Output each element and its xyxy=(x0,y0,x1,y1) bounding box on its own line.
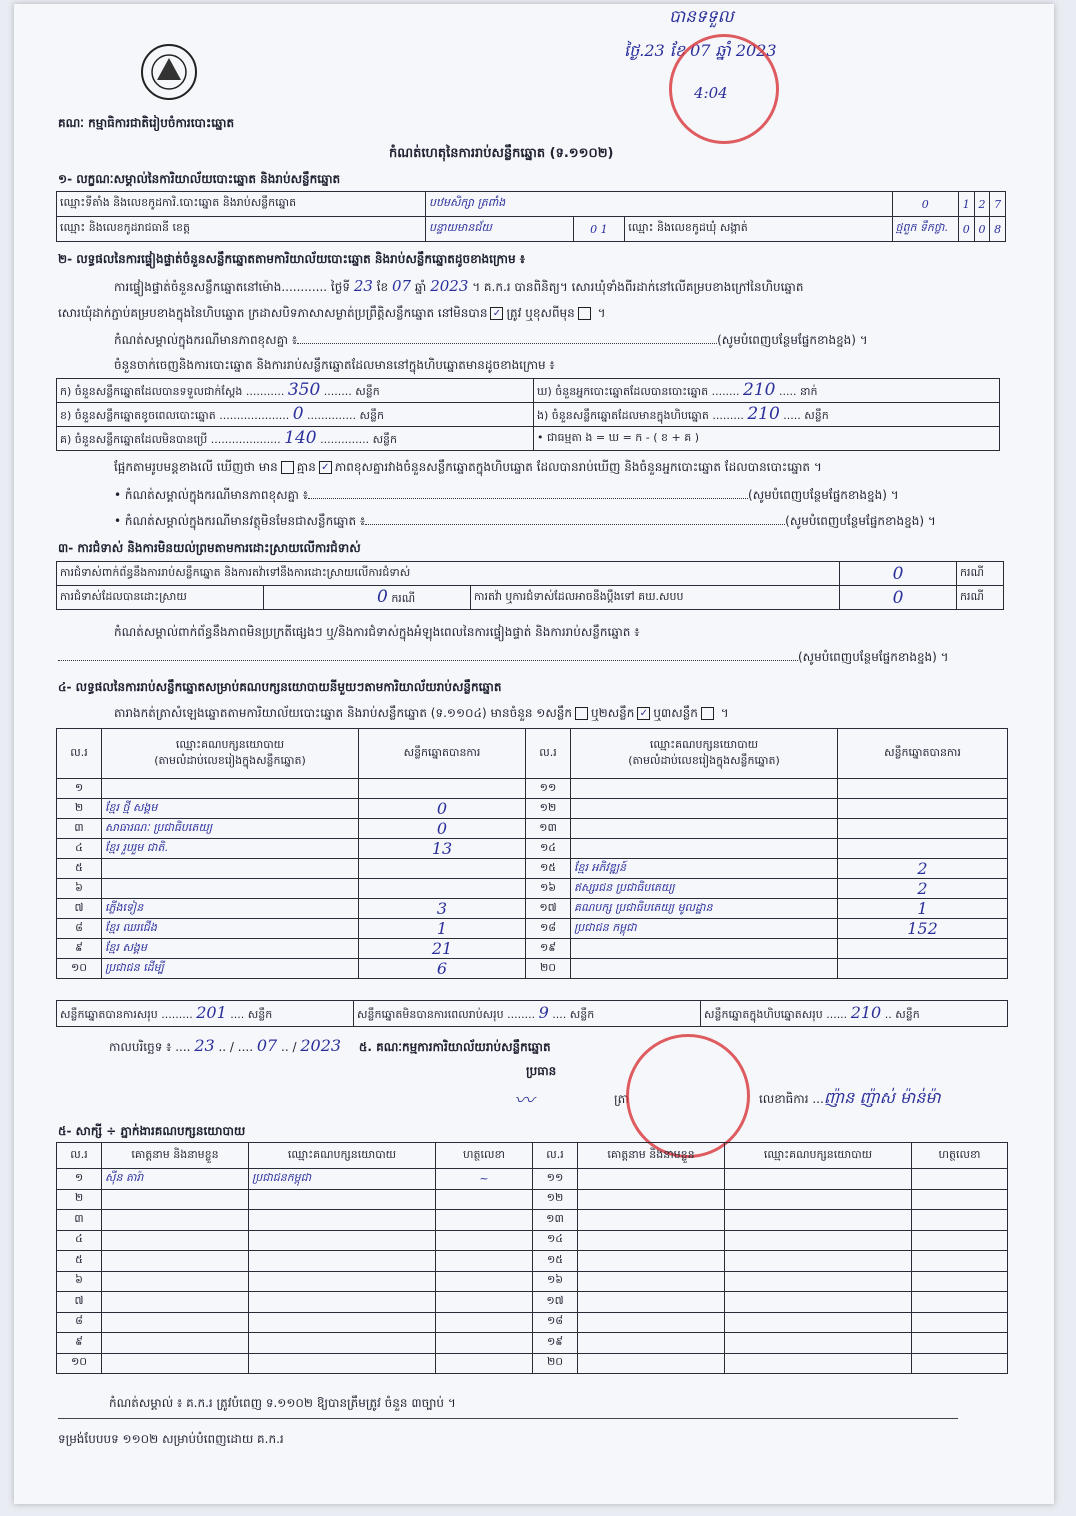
footer-form-id: ទម្រង់បែបបទ ១១០២ សម្រាប់បំពេញដោយ គ.ក.រ xyxy=(58,1432,284,1446)
witness-cell: ៥ xyxy=(57,1251,102,1272)
witness-cell xyxy=(912,1333,1008,1354)
lock-line: សោរឃុំដាក់ភ្ជាប់គម្របខាងក្នុងនៃហិបឆ្នោត ក្រដាសបិទភាសាសម្ងាត់ប្រព្រឹត្តិសន្លឹកឆ្នោត នៅមិនបាន ✓ ត្រូវ ឬខុសពីមុន ។ xyxy=(58,306,606,320)
witness-cell: ប្រជាជនកម្ពុជា xyxy=(249,1169,436,1190)
province-code: 0 1 xyxy=(573,217,625,242)
result-cell: ឥស្សរជន ប្រជាធិបតេយ្យ xyxy=(571,879,838,899)
result-cell xyxy=(838,779,1008,799)
result-cell: 3 xyxy=(359,899,526,919)
result-cell: ប្រជាជន កម្ពុជា xyxy=(571,919,838,939)
witness-cell: ៣ xyxy=(57,1210,102,1231)
result-cell: ខ្មែរ ឈរជើង xyxy=(102,919,359,939)
chair-label: ប្រធាន xyxy=(526,1064,557,1078)
two-sheet-checkbox[interactable]: ✓ xyxy=(637,707,650,720)
difference-check-line: ផ្អែកតាមរូបមន្តខាងលើ ឃើញថា មាន គ្មាន ✓ ភាពខុសគ្នារវាងចំនួនសន្លឹកឆ្នោតក្នុងហិបឆ្នោត ដែលបានរាប់ឃើញ និងចំនួនអ្នកបោះឆ្នោត ដែលបានបោះឆ្នោត ។ xyxy=(114,460,822,474)
witness-cell xyxy=(578,1210,725,1231)
code-digit: 2 xyxy=(974,192,990,217)
witness-cell: ១៥ xyxy=(533,1251,578,1272)
witness-cell xyxy=(436,1333,533,1354)
chair-signature: 〰 xyxy=(514,1088,534,1112)
witness-cell: ២ xyxy=(57,1189,102,1210)
result-row xyxy=(57,859,1008,879)
witness-cell xyxy=(249,1292,436,1313)
witness-cell: ១៧ xyxy=(533,1292,578,1313)
result-cell xyxy=(571,839,838,859)
witness-cell xyxy=(578,1189,725,1210)
witness-row xyxy=(57,1230,1008,1251)
witness-cell: ១៨ xyxy=(533,1312,578,1333)
form-title: កំណត់ហេតុនៃការរាប់សន្លឹកឆ្នោត (ទ.១១០២) xyxy=(389,146,614,161)
code-digit: 1 xyxy=(958,192,974,217)
different-checkbox[interactable] xyxy=(578,307,591,320)
date-line: កាលបរិច្ឆេទ ៖ .... 23 .. / .... 07 .. / 2023 ៥. គណៈកម្មការការិយាល័យរាប់សន្លឹកឆ្នោត xyxy=(109,1036,551,1055)
diff-note-3: • កំណត់សម្គាល់ក្នុងករណីមានវត្ថុមិនមែនជាសន្លឹកឆ្នោត ៖ (សូមបំពេញបន្ថែមផ្នែកខាងខ្នង) ។ xyxy=(114,514,936,528)
result-cell: ប្រជាជន ដើម្បី xyxy=(102,959,359,979)
result-cell: ១៧ xyxy=(526,899,571,919)
result-cell xyxy=(838,939,1008,959)
witness-cell xyxy=(249,1353,436,1374)
section3-heading: ៣- ការជំទាស់ និងការមិនយល់ព្រមតាមការដោះស្រាយលើការជំទាស់ xyxy=(58,541,361,555)
official-stamp xyxy=(626,1034,750,1158)
result-cell xyxy=(838,959,1008,979)
result-cell xyxy=(571,799,838,819)
witness-cell xyxy=(725,1169,912,1190)
diff-note-2: • កំណត់សម្គាល់ក្នុងករណីមានភាពខុសគ្នា ៖ (សូមបំពេញបន្ថែមផ្នែកខាងខ្នង) ។ xyxy=(114,488,899,502)
footer-divider xyxy=(58,1418,958,1419)
result-row xyxy=(57,939,1008,959)
appeal-count: 0 xyxy=(840,586,957,610)
result-cell: 2 xyxy=(838,859,1008,879)
result-cell: ៩ xyxy=(57,939,102,959)
result-cell: ១៨ xyxy=(526,919,571,939)
result-cell: 152 xyxy=(838,919,1008,939)
code-digit: 0 xyxy=(974,217,990,242)
three-sheet-checkbox[interactable] xyxy=(701,707,714,720)
result-cell xyxy=(102,879,359,899)
witness-row xyxy=(57,1169,1008,1190)
counts-intro: ចំនួនចាក់ចេញនិងការបោះឆ្នោត និងការរាប់សន្លឹកឆ្នោតដែលមាននៅក្នុងហិបឆ្នោតមានដូចខាងក្រោម ៖ xyxy=(114,358,555,372)
result-cell: 6 xyxy=(359,959,526,979)
witness-row xyxy=(57,1271,1008,1292)
section1-heading: ១- លក្ខណៈសម្គាល់នៃការិយាល័យបោះឆ្នោត និងរាប់សន្លឹកឆ្នោត xyxy=(58,172,341,186)
witness-row xyxy=(57,1292,1008,1313)
result-row xyxy=(57,899,1008,919)
witness-cell xyxy=(249,1189,436,1210)
result-cell: ២០ xyxy=(526,959,571,979)
location-label: ឈ្មោះទីតាំង និងលេខកូដការិ.បោះឆ្នោត និងរាប់សន្លឹកឆ្នោត xyxy=(57,192,426,217)
result-cell: 1 xyxy=(359,919,526,939)
witness-cell: ១១ xyxy=(533,1169,578,1190)
witness-row xyxy=(57,1353,1008,1374)
result-cell: ៤ xyxy=(57,839,102,859)
witness-cell xyxy=(725,1271,912,1292)
witness-cell: ១៤ xyxy=(533,1230,578,1251)
secretary-label: លេខាធិការ ...ញ៉ាន ញ៉ាស់ ម៉ាន់ម៉ា xyxy=(759,1088,941,1107)
witness-cell xyxy=(249,1230,436,1251)
result-cell: ១៤ xyxy=(526,839,571,859)
results-table: ល.រ ឈ្មោះគណបក្សនយោបាយ (តាមលំដាប់លេខរៀងក្នុងសន្លឹកឆ្នោត) សន្លឹកឆ្នោតបានការ ល.រ ឈ្មោះគណបក្សនយោបាយ (តាមលំដាប់លេខរៀងក្នុងសន្លឹកឆ្នោត) សន្លឹកឆ្នោតបានការ ១ ១១ ២ ខ្មែរ ថ្មី សង្គម 0 ១២ ៣ សាធារណៈ ប្រជាធិបតេយ្យ 0 ១៣ ៤ ខ្មែរ រួបរួម ជាតិ. 13 ១៤ ៥ ១៥ ខ្មែរ អភិវឌ្ឍន៍ 2 ៦ ១៦ ឥស្សរជន ប្រជាធិបតេយ្យ 2 ៧ ភ្លើងទៀន 3 ១៧ គណបក្ស ប្រជាធិបតេយ្យ មូលដ្ឋាន 1 ៨ ខ្មែរ ឈរជើង 1 ១៨ ប្រជាជន កម្ពុជា 152 ៩ ខ្មែរ សង្គម 21 ១៩ ១០ ប្រជាជន ដើម្បី 6 ២០ xyxy=(56,728,1008,979)
witness-cell xyxy=(249,1210,436,1231)
witness-cell: ៩ xyxy=(57,1333,102,1354)
result-cell: ១ xyxy=(57,779,102,799)
appeal-label: ការតវ៉ា ឬការជំទាស់ដែលអាចនឹងប្តឹងទៅ គឃ.សបប xyxy=(471,586,840,610)
result-cell: ១៩ xyxy=(526,939,571,959)
witness-cell xyxy=(102,1271,249,1292)
witness-cell xyxy=(578,1251,725,1272)
witness-row xyxy=(57,1210,1008,1231)
irregularity-note: កំណត់សម្គាល់ពាក់ព័ន្ធនឹងភាពមិនប្រក្រតីផ្សេងៗ ឬ/និងការជំទាស់ក្នុងអំឡុងពេលនៃការផ្ទៀងផ្ទាត់ និងការរាប់សន្លឹកឆ្នោត ៖ xyxy=(114,625,640,639)
witness-cell: ១៣ xyxy=(533,1210,578,1231)
result-cell: ៥ xyxy=(57,859,102,879)
witness-cell xyxy=(912,1189,1008,1210)
witness-cell xyxy=(578,1230,725,1251)
code-digit: 7 xyxy=(990,192,1006,217)
witness-cell xyxy=(578,1292,725,1313)
witness-cell: ១២ xyxy=(533,1189,578,1210)
witness-cell: ~ xyxy=(436,1169,533,1190)
commune-label: ឈ្មោះ និងលេខកូដឃុំ សង្កាត់ xyxy=(625,217,892,242)
has-diff-checkbox[interactable] xyxy=(281,461,294,474)
witness-cell xyxy=(578,1353,725,1374)
witness-cell: ១៦ xyxy=(533,1271,578,1292)
result-cell: 0 xyxy=(359,799,526,819)
emblem-icon xyxy=(139,42,199,102)
witness-cell: ១ xyxy=(57,1169,102,1190)
result-row xyxy=(57,959,1008,979)
result-cell: គណបក្ស ប្រជាធិបតេយ្យ មូលដ្ឋាន xyxy=(571,899,838,919)
witness-cell xyxy=(102,1333,249,1354)
org-name: គណៈ កម្មាធិការជាតិរៀបចំការបោះឆ្នោត xyxy=(58,116,235,130)
witness-cell: ១៩ xyxy=(533,1333,578,1354)
result-cell: ៦ xyxy=(57,879,102,899)
result-cell: ១១ xyxy=(526,779,571,799)
witness-cell xyxy=(578,1312,725,1333)
result-cell: ខ្មែរ អភិវឌ្ឍន៍ xyxy=(571,859,838,879)
section2-heading: ២- លទ្ធផលនៃការផ្ទៀងផ្ទាត់ចំនួនសន្លឹកឆ្នោតតាមការិយាល័យបោះឆ្នោត និងរាប់សន្លឹកឆ្នោតដូចខាងក្រោម ៖ xyxy=(58,252,526,266)
witness-cell xyxy=(249,1271,436,1292)
result-cell: ខ្មែរ រួបរួម ជាតិ. xyxy=(102,839,359,859)
result-cell xyxy=(571,819,838,839)
irregularity-fill: (សូមបំពេញបន្ថែមផ្នែកខាងខ្នង) ។ xyxy=(58,650,1004,665)
witness-cell xyxy=(102,1251,249,1272)
result-cell xyxy=(359,779,526,799)
witness-cell xyxy=(102,1230,249,1251)
result-cell: ១០ xyxy=(57,959,102,979)
witness-cell xyxy=(912,1353,1008,1374)
result-cell xyxy=(838,819,1008,839)
section1-table xyxy=(56,191,1006,242)
one-sheet-checkbox[interactable] xyxy=(575,707,588,720)
received-time: 4:04 xyxy=(694,84,728,102)
witness-row xyxy=(57,1312,1008,1333)
footer-note: កំណត់សម្គាល់ ៖ គ.ក.រ ត្រូវបំពេញ ទ.១១០២ ឱ្យបានត្រឹមត្រូវ ចំនួន ៣ច្បាប់ ។ xyxy=(109,1396,456,1410)
witness-cell: ៤ xyxy=(57,1230,102,1251)
witness-cell: ស៊ីន តារ៉ា xyxy=(102,1169,249,1190)
witness-cell xyxy=(436,1189,533,1210)
complaint-count: 0 xyxy=(840,562,957,586)
witness-cell xyxy=(436,1271,533,1292)
result-cell xyxy=(571,939,838,959)
witness-cell xyxy=(912,1251,1008,1272)
witness-cell xyxy=(912,1210,1008,1231)
result-row xyxy=(57,779,1008,799)
result-cell xyxy=(571,959,838,979)
witness-cell xyxy=(725,1189,912,1210)
code-digit: 0 xyxy=(958,217,974,242)
commune-value: ថ្មពួក ទឹកថ្លា. xyxy=(892,217,958,242)
witness-table: ល.រ គោត្តនាម និងនាមខ្លួន ឈ្មោះគណបក្សនយោបាយ ហត្ថលេខា ល.រ គោត្តនាម និងនាមខ្លួន ឈ្មោះគណបក្សនយោបាយ ហត្ថលេខា ១ ស៊ីន តារ៉ា ប្រជាជនកម្ពុជា ~ ១១ ២ ១២ ៣ ១៣ ៤ ១៤ ៥ ១៥ ៦ ១៦ ៧ ១៧ ៨ ១៨ ៩ ១៩ ១០ ២០ xyxy=(56,1142,1008,1374)
province-value: បន្ទាយមានជ័យ xyxy=(426,217,574,242)
complaints-table: ការជំទាស់ពាក់ព័ន្ធនឹងការរាប់សន្លឹកឆ្នោត និងការតវ៉ាទៅនឹងការដោះស្រាយលើការជំទាស់ 0 ករណី ការជំទាស់ដែលបានដោះស្រាយ 0 ករណី ការតវ៉ា ឬការជំទាស់ដែលអាចនឹងប្តឹងទៅ គឃ.សបប 0 ករណី xyxy=(56,561,1004,610)
witness-cell xyxy=(436,1210,533,1231)
section4-heading: ៤- លទ្ធផលនៃការរាប់សន្លឹកឆ្នោតសម្រាប់គណបក្សនយោបាយនីមួយៗតាមការិយាល័យរាប់សន្លឹកឆ្នោត xyxy=(58,680,502,694)
result-cell: 21 xyxy=(359,939,526,959)
witness-cell xyxy=(578,1271,725,1292)
witness-cell xyxy=(436,1230,533,1251)
result-row xyxy=(57,879,1008,899)
location-value: បឋមសិក្សា ត្រពាំង xyxy=(426,192,893,217)
result-cell: 13 xyxy=(359,839,526,859)
witness-cell xyxy=(249,1251,436,1272)
result-cell: ១៣ xyxy=(526,819,571,839)
witness-cell: ២០ xyxy=(533,1353,578,1374)
witness-row xyxy=(57,1251,1008,1272)
result-row xyxy=(57,799,1008,819)
result-cell: ៨ xyxy=(57,919,102,939)
witness-cell: ៦ xyxy=(57,1271,102,1292)
result-cell xyxy=(838,839,1008,859)
witness-cell xyxy=(102,1312,249,1333)
code-digit: 8 xyxy=(990,217,1006,242)
result-cell: សាធារណៈ ប្រជាធិបតេយ្យ xyxy=(102,819,359,839)
result-cell xyxy=(102,779,359,799)
witness-cell xyxy=(102,1353,249,1374)
result-row xyxy=(57,819,1008,839)
result-cell: ១៦ xyxy=(526,879,571,899)
witness-cell xyxy=(912,1230,1008,1251)
result-cell: 1 xyxy=(838,899,1008,919)
witness-cell xyxy=(912,1292,1008,1313)
result-cell: ១៥ xyxy=(526,859,571,879)
witness-cell xyxy=(436,1353,533,1374)
witness-cell xyxy=(725,1353,912,1374)
result-cell: ខ្មែរ ថ្មី សង្គម xyxy=(102,799,359,819)
witness-cell xyxy=(725,1292,912,1313)
correct-checkbox[interactable]: ✓ xyxy=(490,307,503,320)
complaint-label: ការជំទាស់ពាក់ព័ន្ធនឹងការរាប់សន្លឹកឆ្នោត និងការតវ៉ាទៅនឹងការដោះស្រាយលើការជំទាស់ xyxy=(57,562,840,586)
result-cell xyxy=(838,799,1008,819)
result-cell: ភ្លើងទៀន xyxy=(102,899,359,919)
section5-heading: ៥- សាក្សី ÷ ភ្នាក់ងារគណបក្សនយោបាយ xyxy=(58,1124,246,1138)
province-label: ឈ្មោះ និងលេខកូដរាជធានី ខេត្ត xyxy=(57,217,426,242)
witness-cell xyxy=(436,1292,533,1313)
resolved-label: ការជំទាស់ដែលបានដោះស្រាយ xyxy=(57,586,264,610)
result-cell: ១២ xyxy=(526,799,571,819)
witness-cell xyxy=(578,1169,725,1190)
result-cell xyxy=(359,859,526,879)
witness-cell: ១០ xyxy=(57,1353,102,1374)
witness-cell xyxy=(725,1312,912,1333)
result-cell xyxy=(359,879,526,899)
result-cell: 2 xyxy=(838,879,1008,899)
witness-cell xyxy=(102,1189,249,1210)
result-cell: ៣ xyxy=(57,819,102,839)
received-date: ថ្ងៃ.23 ខែ 07 ឆ្នាំ 2023 xyxy=(624,41,777,60)
witness-cell xyxy=(912,1169,1008,1190)
witness-cell xyxy=(725,1333,912,1354)
result-cell: ៧ xyxy=(57,899,102,919)
counts-table: ក) ចំនួនសន្លឹកឆ្នោតដែលបានទទួលជាក់ស្តែង ........... 350 ........ សន្លឹក ឃ) ចំនួនអ្នកបោះឆ្នោតដែលបានបោះឆ្នោត ........ 210 ..... នាក់ ខ) ចំនួនសន្លឹកឆ្នោតខូចពេលបោះឆ្នោត .................... 0 .............. សន្លឹក ង) ចំនួនសន្លឹកឆ្នោតដែលមានក្នុងហិបឆ្នោត ......... 210 ..... សន្លឹក គ) ចំនួនសន្លឹកឆ្នោតដែលមិនបានប្រើ .................... 140 .............. សន្លឹក • ជាធម្មតា ង = ឃ = ក - ( ខ + គ ) xyxy=(56,378,1000,451)
witness-cell xyxy=(578,1333,725,1354)
received-note: បានទទួល xyxy=(669,7,734,27)
witness-cell xyxy=(912,1312,1008,1333)
no-diff-checkbox[interactable]: ✓ xyxy=(319,461,332,474)
witness-cell xyxy=(436,1251,533,1272)
sheet-count-line: តារាងកត់ត្រាសំឡេងឆ្នោតតាមការិយាល័យបោះឆ្នោត និងរាប់សន្លឹកឆ្នោត (ទ.១១០៤) មានចំនួន ១សន្លឹក ឬ២សន្លឹក ✓ ឬ៣សន្លឹក ។ xyxy=(114,706,729,720)
result-cell: 0 xyxy=(359,819,526,839)
witness-cell xyxy=(912,1271,1008,1292)
stamp-label: ត្រា xyxy=(614,1092,629,1106)
verify-line: ការផ្ទៀងផ្ទាត់ចំនួនសន្លឹកឆ្នោតនៅម៉ោង............ ថ្ងៃទី 23 ខែ 07 ឆ្នាំ 2023 ។ គ.ក.រ បានពិនិត្យ។ សោរឃុំទាំងពីរដាក់នៅលើគម្របខាងក្រៅនៃហិបឆ្នោត xyxy=(114,277,804,295)
totals-table: សន្លឹកឆ្នោតបានការសរុប ......... 201 .... សន្លឹក សន្លឹកឆ្នោតមិនបានការពេលរាប់សរុប ........ 9 .... សន្លឹក សន្លឹកឆ្នោតក្នុងហិបឆ្នោតសរុប ...... 210 .. សន្លឹក xyxy=(56,1000,1008,1027)
result-row xyxy=(57,839,1008,859)
witness-cell xyxy=(725,1230,912,1251)
witness-cell: ៨ xyxy=(57,1312,102,1333)
witness-cell xyxy=(725,1251,912,1272)
witness-row xyxy=(57,1333,1008,1354)
form-page xyxy=(14,4,1054,1504)
witness-cell xyxy=(249,1333,436,1354)
witness-row xyxy=(57,1189,1008,1210)
witness-cell xyxy=(102,1210,249,1231)
result-cell xyxy=(102,859,359,879)
result-cell xyxy=(571,779,838,799)
witness-cell xyxy=(102,1292,249,1313)
witness-cell xyxy=(249,1312,436,1333)
witness-cell xyxy=(436,1312,533,1333)
diff-note-1: កំណត់សម្គាល់ក្នុងករណីមានភាពខុសគ្នា ៖ (សូមបំពេញបន្ថែមផ្នែកខាងខ្នង) ។ xyxy=(114,333,868,347)
witness-cell xyxy=(725,1210,912,1231)
witness-cell: ៧ xyxy=(57,1292,102,1313)
result-cell: ខ្មែរ សង្គម xyxy=(102,939,359,959)
result-cell: ២ xyxy=(57,799,102,819)
result-row xyxy=(57,919,1008,939)
code-digit: 0 xyxy=(892,192,958,217)
